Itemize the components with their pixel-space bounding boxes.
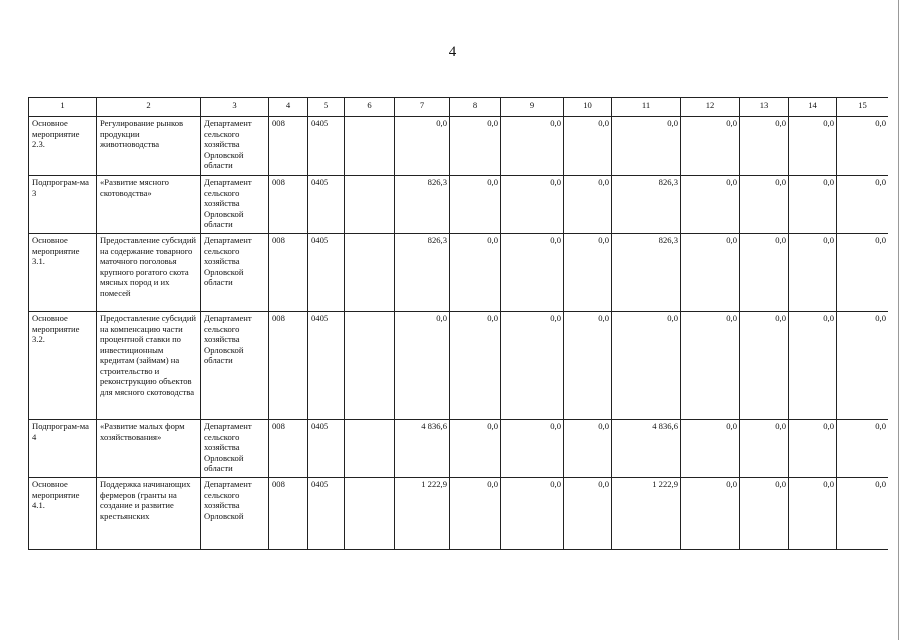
row-value-cell: 0,0 [564,478,612,550]
row-responsible-cell: Департамент сельского хозяйства Орловской области [201,117,269,176]
row-value-cell: 826,3 [395,176,450,234]
row-responsible-cell: Департамент сельского хозяйства Орловской области [201,234,269,312]
row-value-cell: 0,0 [564,117,612,176]
row-code-cell: 008 [269,117,308,176]
row-code-cell: 008 [269,420,308,478]
column-header: 4 [269,98,308,117]
row-responsible-cell: Департамент сельского хозяйства Орловской области [201,176,269,234]
table-row [29,420,889,478]
row-value-cell: 0,0 [450,117,501,176]
row-label-cell: Основное мероприятие 3.1. [29,234,97,312]
row-value-cell: 0,0 [837,478,889,550]
row-value-cell: 0,0 [501,234,564,312]
row-value-cell: 0,0 [564,312,612,420]
column-header: 3 [201,98,269,117]
row-value-cell: 0,0 [450,312,501,420]
page-edge-line [898,0,899,640]
column-header: 1 [29,98,97,117]
row-label-cell: Подпрограм-ма 3 [29,176,97,234]
page-number: 4 [448,44,457,60]
column-header: 2 [97,98,201,117]
row-value-cell: 0,0 [837,420,889,478]
row-section-cell: 0405 [308,420,345,478]
row-description-cell: Поддержка начинающих фермеров (гранты на создание и развитие крестьянских [97,478,201,550]
row-value-cell: 0,0 [501,312,564,420]
row-value-cell: 0,0 [501,117,564,176]
row-responsible-cell: Департамент сельского хозяйства Орловской области [201,312,269,420]
row-value-cell: 0,0 [740,312,789,420]
column-header: 11 [612,98,681,117]
row-value-cell: 0,0 [740,117,789,176]
row-empty-cell [345,117,395,176]
row-value-cell: 4 836,6 [395,420,450,478]
column-header: 14 [789,98,837,117]
row-description-cell: Предоставление субсидий на содержание товарного маточного поголовья крупного рогатого скота мясных пород и их помесей [97,234,201,312]
row-value-cell: 0,0 [681,234,740,312]
row-value-cell: 0,0 [740,234,789,312]
column-header: 10 [564,98,612,117]
row-code-cell: 008 [269,478,308,550]
row-value-cell: 1 222,9 [612,478,681,550]
row-value-cell: 0,0 [501,478,564,550]
column-header: 7 [395,98,450,117]
column-header: 5 [308,98,345,117]
row-section-cell: 0405 [308,312,345,420]
column-header: 13 [740,98,789,117]
row-value-cell: 0,0 [681,420,740,478]
row-value-cell: 0,0 [564,176,612,234]
row-value-cell: 0,0 [740,478,789,550]
row-value-cell: 0,0 [789,234,837,312]
table-row [29,176,889,234]
row-value-cell: 0,0 [564,420,612,478]
row-label-cell: Основное мероприятие 2.3. [29,117,97,176]
row-section-cell: 0405 [308,234,345,312]
row-value-cell: 0,0 [837,176,889,234]
row-value-cell: 0,0 [789,312,837,420]
row-code-cell: 008 [269,312,308,420]
row-value-cell: 0,0 [450,478,501,550]
row-description-cell: «Развитие мясного скотоводства» [97,176,201,234]
row-value-cell: 0,0 [395,117,450,176]
row-value-cell: 0,0 [837,117,889,176]
column-header: 8 [450,98,501,117]
header-row [29,98,889,117]
row-code-cell: 008 [269,234,308,312]
row-description-cell: Регулирование рынков продукции животноводства [97,117,201,176]
row-value-cell: 0,0 [501,176,564,234]
row-section-cell: 0405 [308,176,345,234]
row-value-cell: 0,0 [789,478,837,550]
table-row [29,234,889,312]
row-value-cell: 0,0 [681,117,740,176]
table-row [29,312,889,420]
row-section-cell: 0405 [308,478,345,550]
row-value-cell: 0,0 [450,176,501,234]
row-empty-cell [345,176,395,234]
row-label-cell: Основное мероприятие 4.1. [29,478,97,550]
row-value-cell: 0,0 [740,176,789,234]
column-header: 12 [681,98,740,117]
row-value-cell: 0,0 [681,312,740,420]
budget-table [28,97,888,550]
row-value-cell: 0,0 [501,420,564,478]
row-value-cell: 0,0 [612,117,681,176]
row-value-cell: 0,0 [740,420,789,478]
column-header: 15 [837,98,889,117]
row-value-cell: 826,3 [395,234,450,312]
row-description-cell: Предоставление субсидий на компенсацию части процентной ставки по инвестиционным кредитам (займам) на строительство и реконструкцию объектов для мясного скотоводства [97,312,201,420]
column-header: 9 [501,98,564,117]
row-value-cell: 0,0 [789,420,837,478]
row-value-cell: 0,0 [681,176,740,234]
table-row [29,478,889,550]
row-value-cell: 826,3 [612,234,681,312]
row-empty-cell [345,478,395,550]
row-value-cell: 0,0 [837,234,889,312]
table-row [29,117,889,176]
row-value-cell: 4 836,6 [612,420,681,478]
budget-table-container [28,97,888,590]
row-value-cell: 826,3 [612,176,681,234]
row-responsible-cell: Департамент сельского хозяйства Орловской области [201,420,269,478]
row-value-cell: 0,0 [789,176,837,234]
row-value-cell: 1 222,9 [395,478,450,550]
row-description-cell: «Развитие малых форм хозяйствования» [97,420,201,478]
row-section-cell: 0405 [308,117,345,176]
row-value-cell: 0,0 [789,117,837,176]
row-value-cell: 0,0 [681,478,740,550]
row-label-cell: Основное мероприятие 3.2. [29,312,97,420]
row-code-cell: 008 [269,176,308,234]
row-empty-cell [345,420,395,478]
row-label-cell: Подпрограм-ма 4 [29,420,97,478]
row-responsible-cell: Департамент сельского хозяйства Орловской [201,478,269,550]
row-value-cell: 0,0 [612,312,681,420]
row-value-cell: 0,0 [564,234,612,312]
row-empty-cell [345,234,395,312]
row-empty-cell [345,312,395,420]
column-header: 6 [345,98,395,117]
row-value-cell: 0,0 [450,420,501,478]
row-value-cell: 0,0 [395,312,450,420]
row-value-cell: 0,0 [450,234,501,312]
row-value-cell: 0,0 [837,312,889,420]
